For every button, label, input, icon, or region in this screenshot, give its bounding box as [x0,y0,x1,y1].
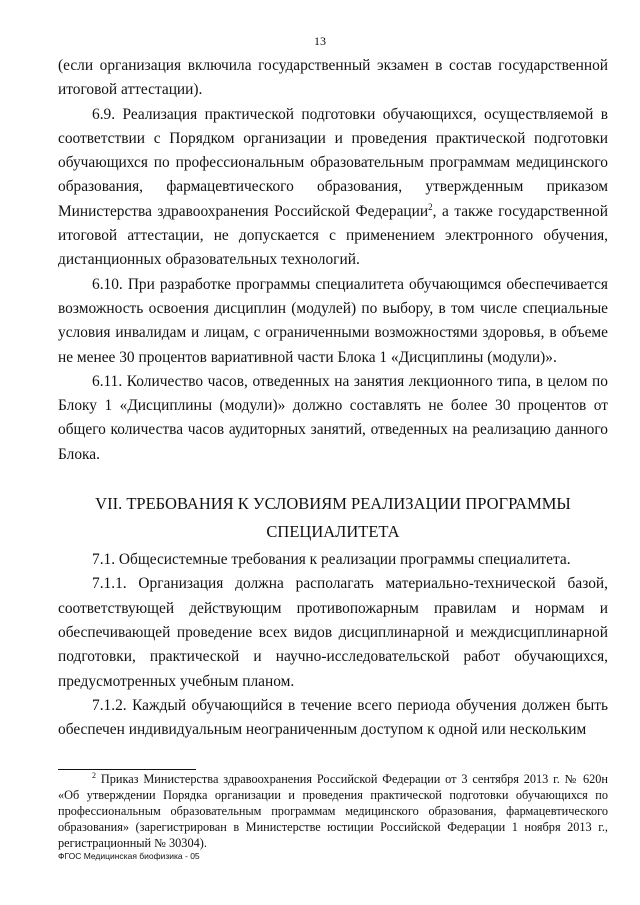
paragraph-7-1-2: 7.1.2. Каждый обучающийся в течение всего периода обучения должен быть обеспечен индивидуальным неограниченным доступом к одной или нескольким [58,696,608,739]
document-code: ФГОС Медицинская биофизика - 05 [58,851,200,861]
section-heading-line-2: СПЕЦИАЛИТЕТА [266,522,400,542]
footnote-marker: 2 [92,770,96,780]
paragraph-continuation: (если организация включила государственный экзамен в состав государственной итоговой аттестации). [58,57,608,99]
body-text [58,54,608,742]
paragraph-6-9 [58,103,608,273]
footnote-text: Приказ Министерства здравоохранения Российской Федерации от 3 сентября 2013 г. № 620н «Об утверждении Порядка организации и проведения практической подготовки обучающихся по профессиональным образовательным программам медицинского образования, фармацевтического образования» (зарегистрирован в Министерстве юстиции Российской Федерации 1 ноября 2013 г., регистрационный № 30304). [58,772,608,850]
section-heading [58,490,608,546]
paragraph-6-9-text-b: , а также государственной итоговой аттестации, не допускается с применением электронного обучения, дистанционных образовательных технологий. [58,202,608,269]
paragraph-7-1: 7.1. Общесистемные требования к реализации программы специалитета. [92,551,571,569]
paragraph-7-1-1: 7.1.1. Организация должна располагать материально-технической базой, соответствующей действующим противопожарным правилам и нормам и обеспечивающей проведение всех видов дисциплинарной и междисциплинарной подготовки, практической и научно-исследовательской работ обучающихся, предусмотренных учебным планом. [58,575,608,690]
section-heading-line-1: VII. ТРЕБОВАНИЯ К УСЛОВИЯМ РЕАЛИЗАЦИИ ПРОГРАММЫ [95,494,571,514]
paragraph-6-9-text-a: 6.9. Реализация практической подготовки обучающихся, осуществляемой в соответствии с Порядком организации и проведения практической подготовки обучающихся по профессиональным образовательным программам медицинского образования, фармацевтического образования, утвержденным приказом Министерства здравоохранения Российской Федерации [58,105,608,220]
footnote-separator [58,769,196,770]
footnote [58,771,608,851]
footnote-reference: 2 [428,201,433,212]
paragraph-6-10: 6.10. При разработке программы специалитета обучающимся обеспечивается возможность освоения дисциплин (модулей) по выбору, в том числе специальные условия инвалидам и лицам, с ограниченными возможностями здоровья, в объеме не менее 30 процентов вариативной части Блока 1 «Дисциплины (модули)». [58,275,608,366]
paragraph-6-11: 6.11. Количество часов, отведенных на занятия лекционного типа, в целом по Блоку 1 «Дисциплины (модули)» должно составлять не более 30 процентов от общего количества часов аудиторных занятий, отведенных на реализацию данного Блока. [58,372,608,463]
page-number: 13 [314,34,326,48]
